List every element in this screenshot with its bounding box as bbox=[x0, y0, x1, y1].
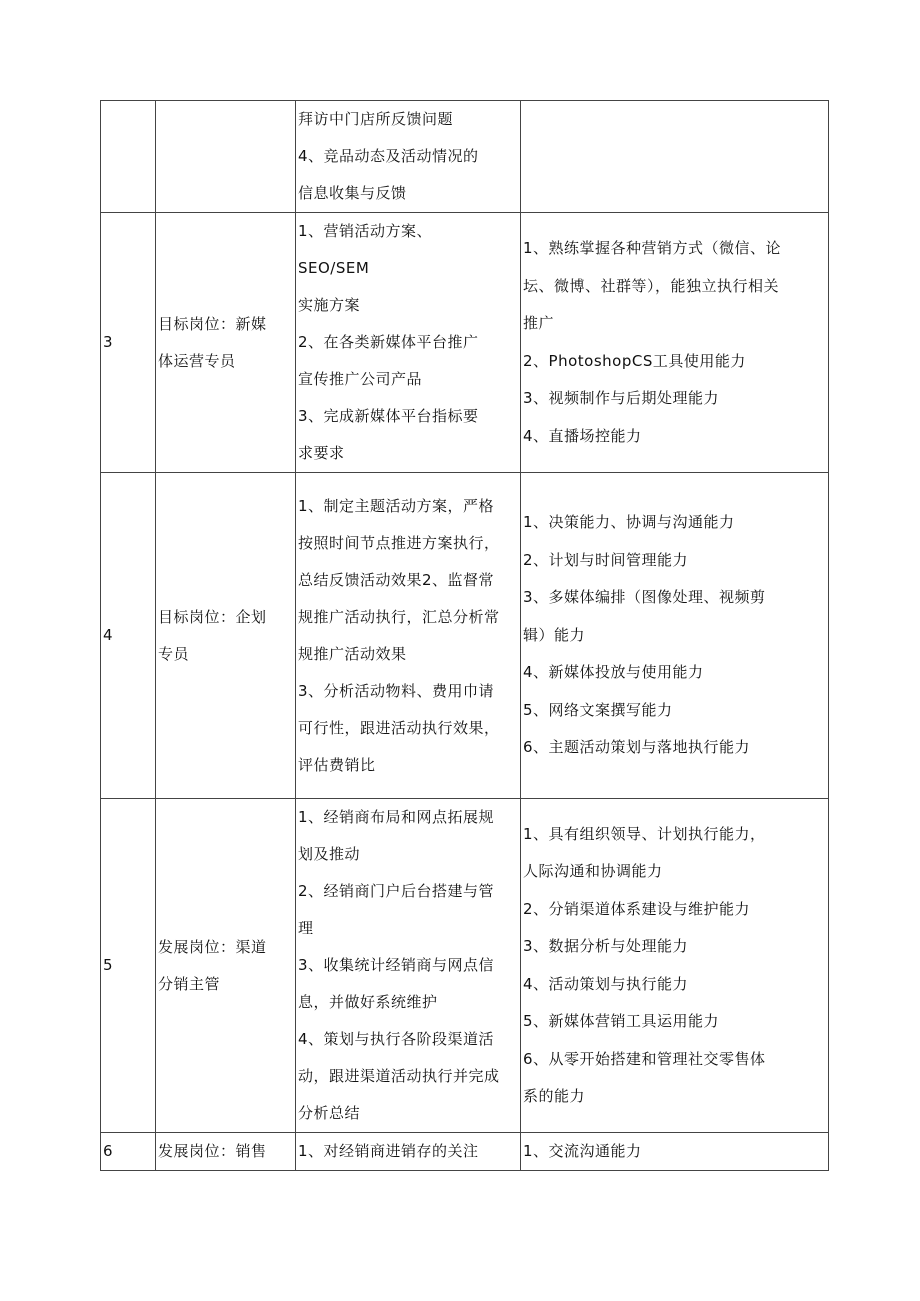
skill-line: 3、数据分析与处理能力 bbox=[523, 937, 689, 955]
duty-line: 动，跟进渠道活动执行并完成 bbox=[298, 1067, 500, 1085]
skill-line: 4、新媒体投放与使用能力 bbox=[523, 663, 704, 682]
table-row bbox=[101, 101, 829, 213]
position-line: 分销主管 bbox=[158, 974, 221, 993]
position-line: 目标岗位：企划 bbox=[158, 607, 267, 626]
duty-line: 规推广活动执行，汇总分析常 bbox=[298, 607, 500, 626]
position-cell bbox=[156, 213, 296, 473]
duty-line: 划及推动 bbox=[298, 845, 361, 863]
duty-line: 息，并做好系统维护 bbox=[298, 993, 438, 1011]
duty-line: 可行性，跟进活动执行效果， bbox=[298, 718, 500, 737]
duty-line: 2、经销商门户后台搭建与管 bbox=[298, 882, 495, 900]
row-number: 4 bbox=[101, 473, 156, 799]
skill-line: 系的能力 bbox=[523, 1087, 586, 1105]
skill-line: 6、从零开始搭建和管理社交零售体 bbox=[523, 1049, 766, 1068]
position-cell bbox=[156, 1133, 296, 1171]
row-number: 5 bbox=[101, 799, 156, 1133]
skill-line: 5、网络文案撰写能力 bbox=[523, 700, 673, 719]
position-line: 发展岗位：渠道 bbox=[158, 937, 267, 956]
skill-line: 5、新媒体营销工具运用能力 bbox=[523, 1012, 720, 1030]
duty-line: 3、收集统计经销商与网点信 bbox=[298, 956, 495, 974]
duty-line: 1、经销商布局和网点拓展规 bbox=[298, 808, 495, 826]
skill-line: 坛、微博、社群等），能独立执行相关 bbox=[523, 276, 780, 295]
duty-line: 3、分析活动物料、费用巾请 bbox=[298, 681, 495, 700]
table-row bbox=[101, 799, 829, 1133]
row-number: 3 bbox=[101, 213, 156, 473]
duty-line: 2、在各类新媒体平台推广 bbox=[298, 333, 479, 351]
position-cell bbox=[156, 799, 296, 1133]
duty-line: 4、策划与执行各阶段渠道活 bbox=[298, 1030, 495, 1048]
skill-line: 4、直播场控能力 bbox=[523, 426, 642, 445]
skills-cell bbox=[521, 101, 829, 213]
skill-line: 3、视频制作与后期处理能力 bbox=[523, 389, 720, 407]
duties-cell bbox=[296, 799, 521, 1133]
position-line: 发展岗位：销售 bbox=[158, 1142, 267, 1160]
duty-line: 信息收集与反馈 bbox=[298, 184, 407, 202]
duties-cell bbox=[296, 473, 521, 799]
skill-line: 1、熟练掌握各种营销方式（微信、论 bbox=[523, 239, 782, 257]
skill-line: 辑）能力 bbox=[523, 625, 586, 644]
duties-cell bbox=[296, 1133, 521, 1171]
duty-line: 理 bbox=[298, 919, 314, 937]
duty-line: 宣传推广公司产品 bbox=[298, 370, 423, 388]
duties-cell bbox=[296, 213, 521, 473]
duty-line: 3、完成新媒体平台指标要 bbox=[298, 407, 479, 425]
skill-line: 4、活动策划与执行能力 bbox=[523, 974, 689, 993]
position-line: 专员 bbox=[158, 644, 190, 663]
duty-line: 求要求 bbox=[298, 444, 345, 462]
duty-line: 规推广活动效果 bbox=[298, 644, 407, 663]
duty-line: 按照时间节点推进方案执行， bbox=[298, 533, 500, 552]
skill-line: 1、决策能力、协调与沟通能力 bbox=[523, 513, 735, 532]
row-number bbox=[101, 101, 156, 213]
skill-line: 1、具有组织领导、计划执行能力， bbox=[523, 824, 766, 843]
skill-line: 2、计划与时间管理能力 bbox=[523, 550, 689, 569]
duty-line: 评估费销比 bbox=[298, 755, 376, 774]
duty-line: SEO/SEM bbox=[298, 259, 370, 277]
skill-line: 推广 bbox=[523, 314, 555, 332]
table-row bbox=[101, 213, 829, 473]
skills-cell bbox=[521, 1133, 829, 1171]
job-skills-table bbox=[100, 100, 829, 1171]
table-row bbox=[101, 1133, 829, 1171]
duty-line: 4、竞品动态及活动情况的 bbox=[298, 147, 479, 165]
skill-line: 2、PhotoshopCS工具使用能力 bbox=[523, 351, 746, 370]
position-cell bbox=[156, 101, 296, 213]
position-cell bbox=[156, 473, 296, 799]
duty-line: 分析总结 bbox=[298, 1104, 361, 1122]
duty-line: 1、制定主题活动方案，严格 bbox=[298, 496, 495, 515]
row-number: 6 bbox=[101, 1133, 156, 1171]
position-line: 体运营专员 bbox=[158, 351, 236, 370]
duty-line: 总结反馈活动效果2、监督常 bbox=[298, 570, 495, 589]
position-line: 目标岗位：新媒 bbox=[158, 314, 267, 333]
skill-line: 3、多媒体编排（图像处理、视频剪 bbox=[523, 588, 766, 607]
duty-line: 实施方案 bbox=[298, 296, 361, 314]
skills-cell bbox=[521, 473, 829, 799]
duty-line: 拜访中门店所反馈问题 bbox=[298, 110, 454, 128]
skills-cell bbox=[521, 213, 829, 473]
skill-line: 2、分销渠道体系建设与维护能力 bbox=[523, 899, 751, 918]
duty-line: 1、对经销商进销存的关注 bbox=[298, 1142, 479, 1160]
duty-line: 1、营销活动方案、 bbox=[298, 222, 433, 240]
duties-cell bbox=[296, 101, 521, 213]
table-row bbox=[101, 473, 829, 799]
skill-line: 人际沟通和协调能力 bbox=[523, 862, 663, 880]
skills-cell bbox=[521, 799, 829, 1133]
skill-line: 6、主题活动策划与落地执行能力 bbox=[523, 738, 751, 757]
skill-line: 1、交流沟通能力 bbox=[523, 1142, 642, 1160]
